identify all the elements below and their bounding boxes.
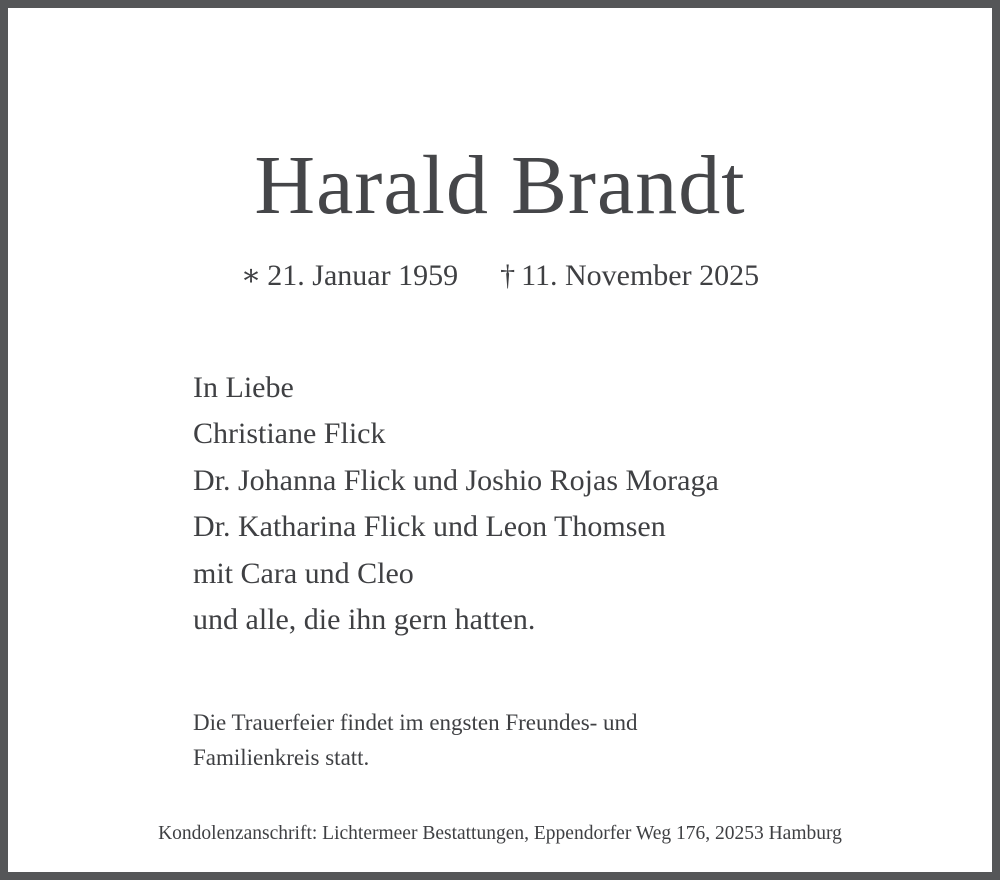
death-cross-icon: † bbox=[500, 259, 516, 292]
deceased-name: Harald Brandt bbox=[254, 139, 746, 232]
notice-line: Die Trauerfeier findet im engsten Freundes- und bbox=[193, 710, 638, 735]
birth-star-icon: ∗ bbox=[240, 259, 262, 292]
funeral-notice bbox=[193, 705, 953, 775]
condolence-address: Kondolenzanschrift: Lichtermeer Bestattungen, Eppendorfer Weg 176, 20253 Hamburg bbox=[158, 823, 842, 844]
mourners-line: Dr. Johanna Flick und Joshio Rojas Moraga bbox=[193, 463, 719, 497]
birth-date: 21. Januar 1959 bbox=[267, 259, 459, 292]
notice-line: Familienkreis statt. bbox=[193, 745, 370, 770]
mourners-line: Christiane Flick bbox=[193, 417, 386, 451]
mourners-list bbox=[193, 365, 953, 643]
mourners-line: In Liebe bbox=[193, 371, 294, 404]
life-dates bbox=[8, 258, 992, 294]
death-date: 11. November 2025 bbox=[521, 259, 760, 292]
mourners-line: und alle, die ihn gern hatten. bbox=[193, 603, 536, 637]
mourners-line: Dr. Katharina Flick und Leon Thomsen bbox=[193, 510, 666, 544]
mourners-line: mit Cara und Cleo bbox=[193, 556, 414, 590]
